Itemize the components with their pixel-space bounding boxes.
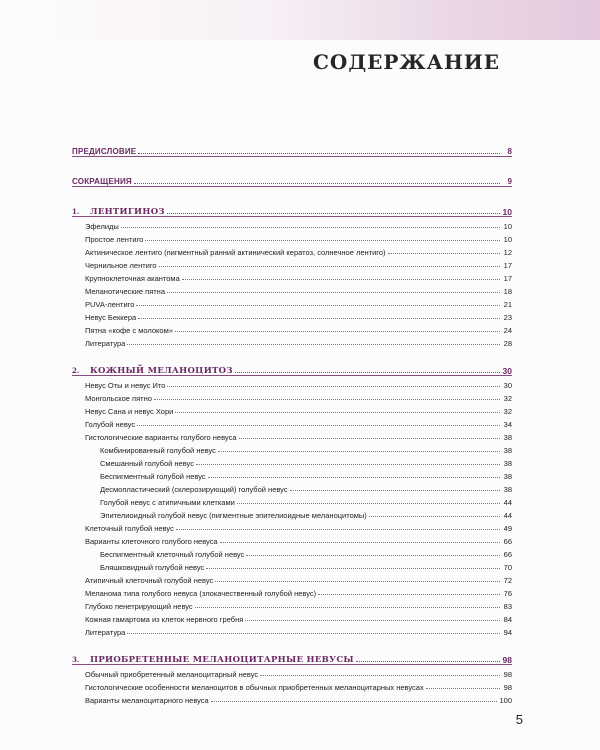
toc-label: Голубой невус	[85, 420, 136, 429]
toc-label: Глубоко пенетрирующий невус	[85, 602, 193, 611]
toc-label: Беспигментный клеточный голубой невус	[100, 550, 245, 559]
dot-leader	[175, 411, 500, 413]
toc-page-number: 17	[503, 274, 512, 283]
chapter-number: 1.	[72, 207, 80, 216]
dot-leader	[167, 212, 500, 214]
dot-leader	[388, 252, 501, 254]
dot-leader	[369, 515, 500, 517]
dot-leader	[246, 554, 500, 556]
toc-page-number: 94	[503, 628, 512, 637]
toc-page-number: 44	[503, 498, 512, 507]
toc-label: Невус Беккера	[85, 313, 137, 322]
dot-leader	[127, 632, 500, 634]
dot-leader	[121, 226, 500, 228]
toc-page-number: 18	[503, 287, 512, 296]
dot-leader	[136, 304, 500, 306]
toc-page-number: 12	[503, 248, 512, 257]
toc-page-number: 83	[503, 602, 512, 611]
toc-label: Меланома типа голубого невуса (злокачественный голубой невус)	[85, 589, 317, 598]
toc-entry[interactable]	[72, 629, 512, 642]
dot-leader	[182, 278, 500, 280]
toc-page-number: 44	[503, 511, 512, 520]
toc-chapter[interactable]	[72, 642, 512, 665]
toc-page-number: 76	[503, 589, 512, 598]
toc-page-number: 32	[503, 407, 512, 416]
dot-leader	[208, 476, 500, 478]
dot-leader	[175, 330, 500, 332]
toc-label: Варианты клеточного голубого невуса	[85, 537, 218, 546]
toc-label: Чернильное лентиго	[85, 261, 157, 270]
toc-chapter[interactable]	[72, 353, 512, 376]
dot-leader	[137, 424, 500, 426]
toc-page-number: 30	[502, 366, 512, 376]
toc-label: Бляшковидный голубой невус	[100, 563, 205, 572]
dot-leader	[237, 502, 500, 504]
toc-page-number: 23	[503, 313, 512, 322]
dot-leader	[426, 687, 500, 689]
toc-label: Эпителиоидный голубой невус (пигментные эпителиоидные меланоцитомы)	[100, 511, 367, 520]
dot-leader	[167, 291, 500, 293]
toc-label: ПРИОБРЕТЕННЫЕ МЕЛАНОЦИТАРНЫЕ НЕВУСЫ	[90, 655, 354, 665]
dot-leader	[245, 619, 500, 621]
toc-section[interactable]	[72, 164, 512, 187]
toc-label: PUVA-лентиго	[85, 300, 135, 309]
toc-label: Клеточный голубой невус	[85, 524, 174, 533]
toc-label: Беспигментный голубой невус	[100, 472, 206, 481]
header-band	[0, 0, 600, 40]
dot-leader	[239, 437, 500, 439]
toc-label: Гистологические варианты голубого невуса	[85, 433, 237, 442]
toc-label: СОКРАЩЕНИЯ	[72, 177, 132, 186]
toc-entry[interactable]	[72, 327, 512, 340]
toc-entry[interactable]	[72, 288, 512, 301]
toc-page-number: 9	[507, 177, 512, 186]
toc-page-number: 38	[503, 446, 512, 455]
toc-label: Монгольское пятно	[85, 394, 152, 403]
toc-page-number: 10	[503, 222, 512, 231]
dot-leader	[145, 239, 500, 241]
dot-leader	[167, 385, 500, 387]
toc-page-number: 10	[503, 235, 512, 244]
toc-label: Невус Оты и невус Ито	[85, 381, 166, 390]
toc-label: Крупноклеточная акантома	[85, 274, 180, 283]
dot-leader	[290, 489, 500, 491]
dot-leader	[134, 182, 500, 184]
toc-entry[interactable]	[72, 697, 512, 710]
toc-label: ПРЕДИСЛОВИЕ	[72, 147, 137, 156]
table-of-contents	[72, 134, 512, 710]
toc-page-number: 98	[503, 683, 512, 692]
dot-leader	[176, 528, 500, 530]
toc-entry[interactable]	[72, 408, 512, 421]
toc-page-number: 38	[503, 472, 512, 481]
toc-page-number: 98	[503, 670, 512, 679]
toc-page-number: 32	[503, 394, 512, 403]
toc-label: Актиническое лентиго (пигментный ранний актинический кератоз, солнечное лентиго)	[85, 248, 386, 257]
toc-page-number: 38	[503, 485, 512, 494]
dot-leader	[356, 660, 500, 662]
toc-page-number: 38	[503, 433, 512, 442]
toc-section[interactable]	[72, 134, 512, 157]
toc-page-number: 49	[503, 524, 512, 533]
toc-page-number: 70	[503, 563, 512, 572]
dot-leader	[235, 371, 500, 373]
spacer	[72, 157, 512, 164]
chapter-number: 3.	[72, 655, 80, 664]
dot-leader	[206, 567, 500, 569]
toc-label: Комбинированный голубой невус	[100, 446, 216, 455]
toc-entry[interactable]	[72, 301, 512, 314]
toc-label: Обычный приобретенный меланоцитарный невус	[85, 670, 259, 679]
toc-entry[interactable]	[72, 340, 512, 353]
toc-label: КОЖНЫЙ МЕЛАНОЦИТОЗ	[90, 366, 233, 376]
toc-page-number: 17	[503, 261, 512, 270]
toc-page-number: 72	[503, 576, 512, 585]
page-title: СОДЕРЖАНИЕ	[313, 50, 500, 74]
page-number: 5	[515, 712, 523, 727]
toc-page-number: 66	[503, 537, 512, 546]
dot-leader	[127, 343, 500, 345]
toc-label: Литература	[85, 628, 126, 637]
toc-page-number: 98	[502, 655, 512, 665]
chapter-number: 2.	[72, 366, 80, 375]
toc-label: Десмопластический (склерозирующий) голубой невус	[100, 485, 288, 494]
toc-page-number: 66	[503, 550, 512, 559]
toc-label: Кожная гамартома из клеток нервного гребня	[85, 615, 244, 624]
dot-leader	[159, 265, 500, 267]
toc-page-number: 30	[503, 381, 512, 390]
toc-label: Литература	[85, 339, 126, 348]
toc-label: Невус Сана и невус Хори	[85, 407, 174, 416]
toc-page-number: 100	[499, 696, 512, 705]
dot-leader	[138, 317, 500, 319]
toc-label: Смешанный голубой невус	[100, 459, 194, 468]
dot-leader	[211, 700, 498, 702]
toc-page-number: 38	[503, 459, 512, 468]
spacer	[72, 187, 512, 194]
toc-label: Эфелиды	[85, 222, 119, 231]
dot-leader	[260, 674, 500, 676]
toc-entry[interactable]	[72, 616, 512, 629]
toc-label: Простое лентиго	[85, 235, 144, 244]
dot-leader	[196, 463, 500, 465]
dot-leader	[318, 593, 500, 595]
toc-label: Атипичный клеточный голубой невус	[85, 576, 214, 585]
toc-page-number: 10	[502, 207, 512, 217]
toc-label: Гистологические особенности меланоцитов в обычных приобретенных меланоцитарных невусах	[85, 683, 424, 692]
toc-page-number: 84	[503, 615, 512, 624]
toc-page-number: 24	[503, 326, 512, 335]
dot-leader	[215, 580, 500, 582]
toc-page-number: 8	[507, 147, 512, 156]
toc-label: ЛЕНТИГИНОЗ	[90, 207, 165, 217]
dot-leader	[154, 398, 500, 400]
toc-page-number: 21	[503, 300, 512, 309]
toc-label: Пятна «кофе с молоком»	[85, 326, 173, 335]
toc-label: Варианты меланоцитарного невуса	[85, 696, 209, 705]
dot-leader	[218, 450, 500, 452]
dot-leader	[138, 152, 500, 154]
dot-leader	[220, 541, 500, 543]
toc-label: Голубой невус с атипичными клетками	[100, 498, 235, 507]
toc-chapter[interactable]	[72, 194, 512, 217]
toc-page-number: 28	[503, 339, 512, 348]
toc-page-number: 34	[503, 420, 512, 429]
dot-leader	[195, 606, 500, 608]
toc-label: Меланотические пятна	[85, 287, 165, 296]
